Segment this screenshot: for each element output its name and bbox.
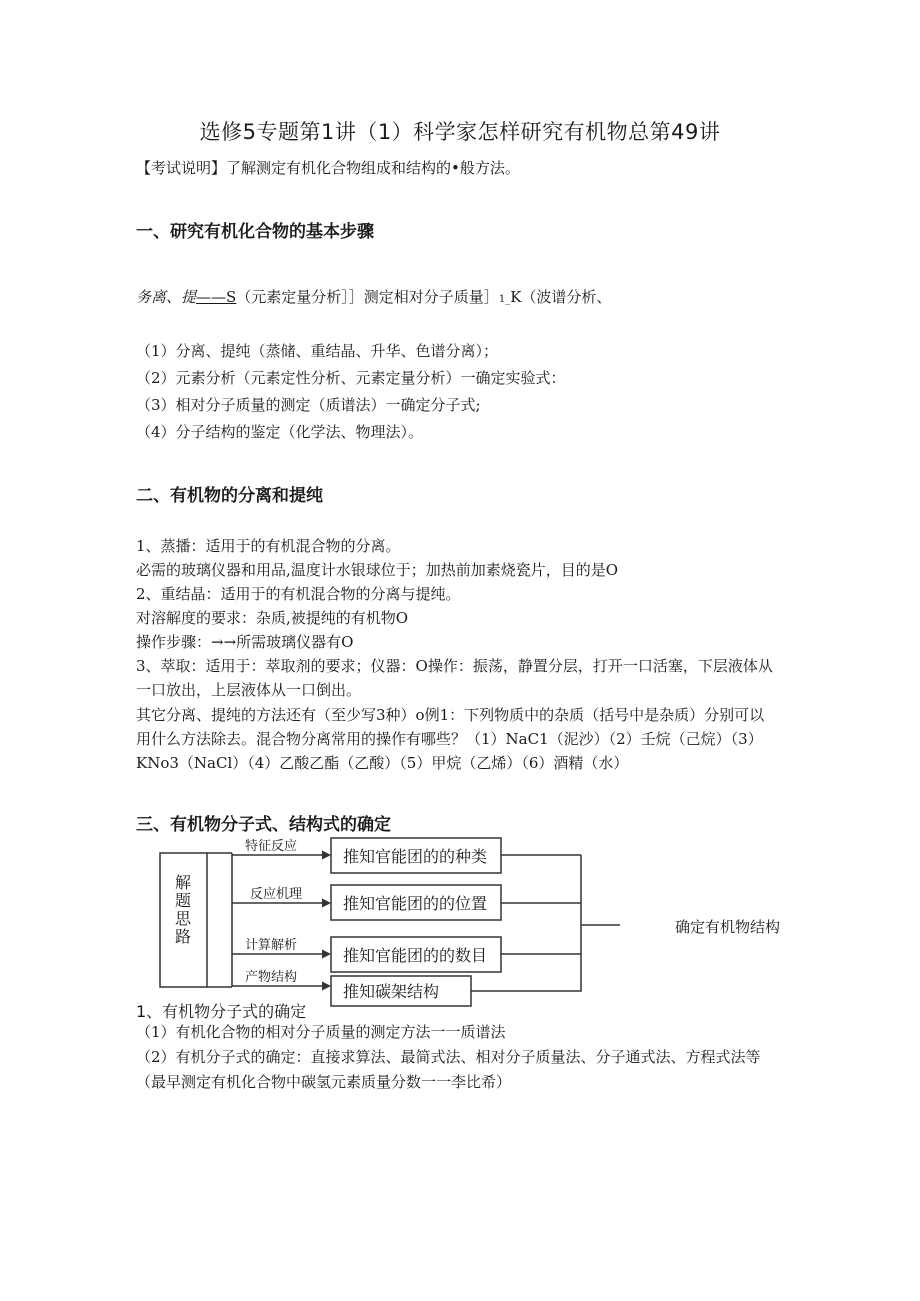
step-item-3: （3）相对分子质量的测定（质谱法）一确定分子式; xyxy=(136,396,481,414)
arrowhead-4 xyxy=(322,982,331,991)
flow-part-d: 1_ xyxy=(498,294,511,305)
sep-line-2: 必需的玻璃仪器和用品,温度计水银球位于；加热前加素烧瓷片，目的是O xyxy=(136,561,619,579)
sep-line-7: 一口放出，上层液体从一口倒出。 xyxy=(136,681,362,699)
sep-line-5: 操作步骤：→→所需玻璃仪器有O xyxy=(136,633,354,651)
sep-line-9: 用什么方法除去。混合物分离常用的操作有哪些？（1）NaC1（泥沙）（2）壬烷（己烷）（3） xyxy=(136,730,763,748)
arrowhead-3 xyxy=(322,950,331,959)
step-item-1: （1）分离、提纯（蒸储、重结晶、升华、色谱分离）； xyxy=(136,342,499,360)
side-char-3: 思 xyxy=(174,909,192,928)
merge-line-4 xyxy=(471,855,581,991)
subsection-heading: 1、有机物分子式的确定 xyxy=(136,1002,307,1021)
formula-line-1: （1）有机化合物的相对分子质量的测定方法一一质谱法 xyxy=(136,1023,506,1041)
box-label-2: 推知官能团的的位置 xyxy=(343,894,488,913)
sep-line-10: KNo3（NaCl）（4）乙酸乙酯（乙酸）（5）甲烷（乙烯）（6）酒精（水） xyxy=(136,754,629,772)
flow-part-b: ——S xyxy=(196,288,237,306)
side-char-1: 解 xyxy=(174,873,192,892)
box-label-1: 推知官能团的的种类 xyxy=(343,847,488,866)
branch-label-3: 计算解析 xyxy=(245,938,298,953)
diagram-result: 确定有机物结构 xyxy=(675,918,781,936)
side-char-4: 路 xyxy=(174,927,192,946)
branch-label-4: 产物结构 xyxy=(245,970,298,985)
section3-heading: 三、有机物分子式、结构式的确定 xyxy=(136,815,391,835)
sep-line-3: 2、重结晶：适用于的有机混合物的分离与提纯。 xyxy=(136,585,461,603)
side-char-2: 题 xyxy=(174,891,192,910)
sep-line-6: 3、萃取：适用于：萃取剂的要求；仪器：O操作：振荡，静置分层，打开一口活塞，下层液体从 xyxy=(136,657,773,675)
section1-heading: 一、研究有机化合物的基本步骤 xyxy=(136,222,374,242)
flow-part-e: K（波谱分析、 xyxy=(510,288,612,306)
sep-line-1: 1、蒸播：适用于的有机混合物的分离。 xyxy=(136,537,401,555)
sep-line-8: 其它分离、提纯的方法还有（至少写3种）o例1：下列物质中的杂质（括号中是杂质）分别可以 xyxy=(136,706,765,724)
step-item-2: （2）元素分析（元素定性分析、元素定量分析）一确定实验式： xyxy=(136,369,566,387)
branch-label-1: 特征反应 xyxy=(245,839,298,854)
exam-note-label: 【考试说明】 xyxy=(136,159,227,177)
box-label-3: 推知官能团的的数目 xyxy=(343,946,488,965)
arrowhead-1 xyxy=(322,851,331,860)
formula-line-3: （最早测定有机化合物中碳氢元素质量分数一一李比希） xyxy=(136,1073,512,1091)
page-title: 选修5专题第1讲（1）科学家怎样研究有机物总第49讲 xyxy=(199,120,721,144)
flow-part-a: 务离、提 xyxy=(136,288,197,306)
branch-label-2: 反应机理 xyxy=(250,887,303,902)
sep-line-4: 对溶解度的要求：杂质,被提纯的有机物O xyxy=(136,609,409,627)
formula-line-2: （2）有机分子式的确定：直接求算法、最简式法、相对分子质量法、分子通式法、方程式法等 xyxy=(136,1048,761,1066)
flow-part-c: （元素定量分析］］测定相对分子质量］ xyxy=(236,288,499,306)
arrowhead-2 xyxy=(322,899,331,908)
section2-heading: 二、有机物的分离和提纯 xyxy=(136,486,323,506)
step-item-4: （4）分子结构的鉴定（化学法、物理法）。 xyxy=(136,423,424,441)
exam-note-text: 了解测定有机化合物组成和结构的•般方法。 xyxy=(226,159,520,177)
box-label-4: 推知碳架结构 xyxy=(343,982,440,1001)
